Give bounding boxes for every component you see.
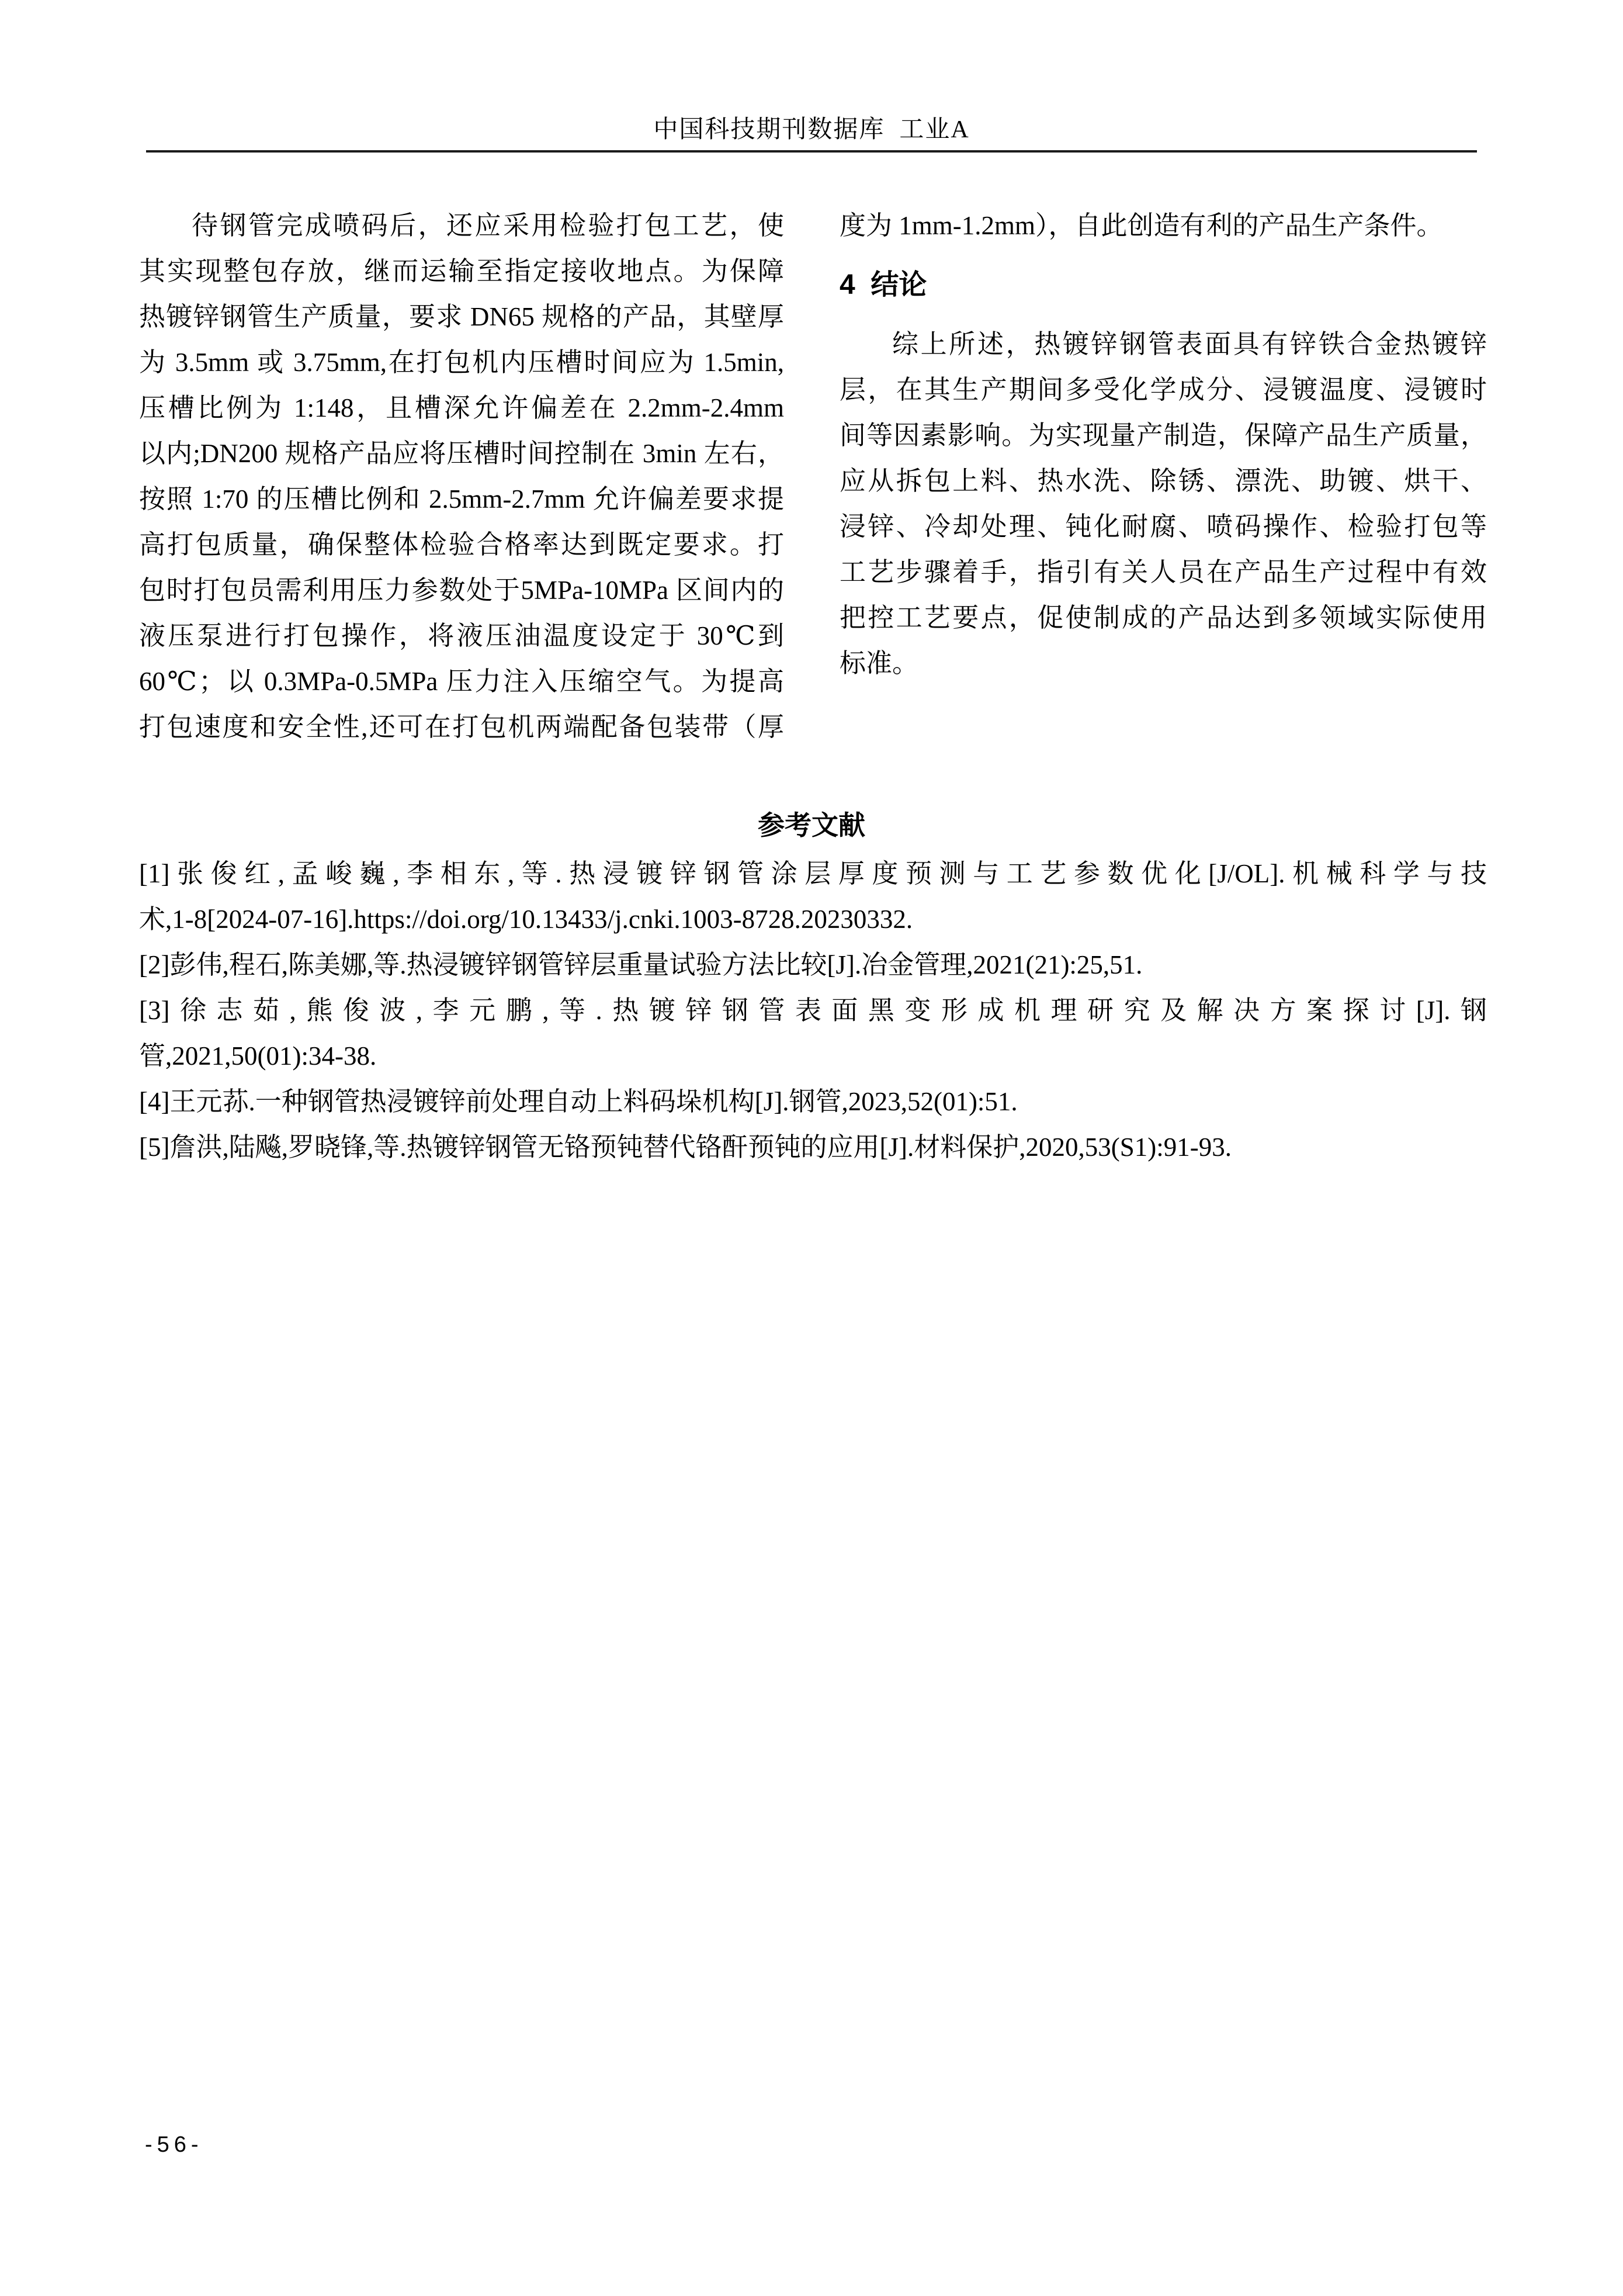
text-line: 为 3.5mm 或 3.75mm,在打包机内压槽时间应为 1.5min, <box>139 348 784 377</box>
text-line: 其实现整包存放，继而运输至指定接收地点。为保障 <box>139 257 784 286</box>
conclusion-paragraph <box>840 321 1487 686</box>
text-line: [4]王元荪.一种钢管热浸镀锌前处理自动上料码垛机构[J].钢管,2023,52(01):51. <box>139 1087 1018 1116</box>
section-heading-conclusion: 4 结论 <box>840 269 927 300</box>
text-line: 间等因素影响。为实现量产制造，保障产品生产质量， <box>840 421 1487 450</box>
text-line: 热镀锌钢管生产质量，要求 DN65 规格的产品，其壁厚 <box>139 302 784 331</box>
text-line: 压槽比例为 1:148，且槽深允许偏差在 2.2mm-2.4mm <box>139 393 784 423</box>
text-line: 管,2021,50(01):34-38. <box>139 1041 377 1071</box>
text-line: [3]徐志茹,熊俊波,李元鹏,等.热镀锌钢管表面黑变形成机理研究及解决方案探讨[J].钢 <box>139 996 1487 1025</box>
paragraph-continuation <box>840 203 1487 248</box>
text-line: [5]詹洪,陆飚,罗晓锋,等.热镀锌钢管无铬预钝替代铬酐预钝的应用[J].材料保护,2020,53(S1):91-93. <box>139 1133 1232 1162</box>
left-text-column <box>139 203 784 750</box>
text-line: 术,1-8[2024-07-16].https://doi.org/10.13433/j.cnki.1003-8728.20230332. <box>139 905 913 934</box>
journal-header-title: 中国科技期刊数据库 工业A <box>653 116 970 143</box>
text-line: [2]彭伟,程石,陈美娜,等.热浸镀锌钢管锌层重量试验方法比较[J].冶金管理,2021(21):25,51. <box>139 950 1143 979</box>
text-line: 包时打包员需利用压力参数处于5MPa-10MPa 区间内的 <box>139 576 784 605</box>
text-line: 打包速度和安全性,还可在打包机两端配备包装带（厚 <box>139 712 784 742</box>
text-line: 以内;DN200 规格产品应将压槽时间控制在 3min 左右， <box>139 439 784 468</box>
text-line: 层，在其生产期间多受化学成分、浸镀温度、浸镀时 <box>840 375 1487 404</box>
text-line: 液压泵进行打包操作，将液压油温度设定于 30℃到 <box>139 621 784 650</box>
references-list <box>139 851 1487 1170</box>
text-line: 度为 1mm-1.2mm），自此创造有利的产品生产条件。 <box>840 211 1443 240</box>
text-line: 浸锌、冷却处理、钝化耐腐、喷码操作、检验打包等 <box>840 512 1487 541</box>
text-line: 待钢管完成喷码后，还应采用检验打包工艺，使 <box>192 211 784 240</box>
text-line: 60℃；以 0.3MPa-0.5MPa 压力注入压缩空气。为提高 <box>139 667 784 696</box>
header-divider-rule <box>146 150 1477 153</box>
text-line: 高打包质量，确保整体检验合格率达到既定要求。打 <box>139 530 784 559</box>
text-line: 把控工艺要点，促使制成的产品达到多领域实际使用 <box>840 603 1487 632</box>
text-line: 应从拆包上料、热水洗、除锈、漂洗、助镀、烘干、 <box>840 466 1487 496</box>
text-line: 综上所述，热镀锌钢管表面具有锌铁合金热镀锌 <box>892 330 1487 359</box>
text-line: [1]张俊红,孟峻巍,李相东,等.热浸镀锌钢管涂层厚度预测与工艺参数优化[J/OL].机械科学与技 <box>139 859 1487 888</box>
text-line: 按照 1:70 的压槽比例和 2.5mm-2.7mm 允许偏差要求提 <box>139 484 784 514</box>
page-number: -56- <box>145 2132 203 2157</box>
references-heading: 参考文献 <box>758 810 865 840</box>
text-line: 标准。 <box>840 649 919 678</box>
text-line: 工艺步骤着手，指引有关人员在产品生产过程中有效 <box>840 557 1487 587</box>
right-text-column <box>840 203 1487 686</box>
